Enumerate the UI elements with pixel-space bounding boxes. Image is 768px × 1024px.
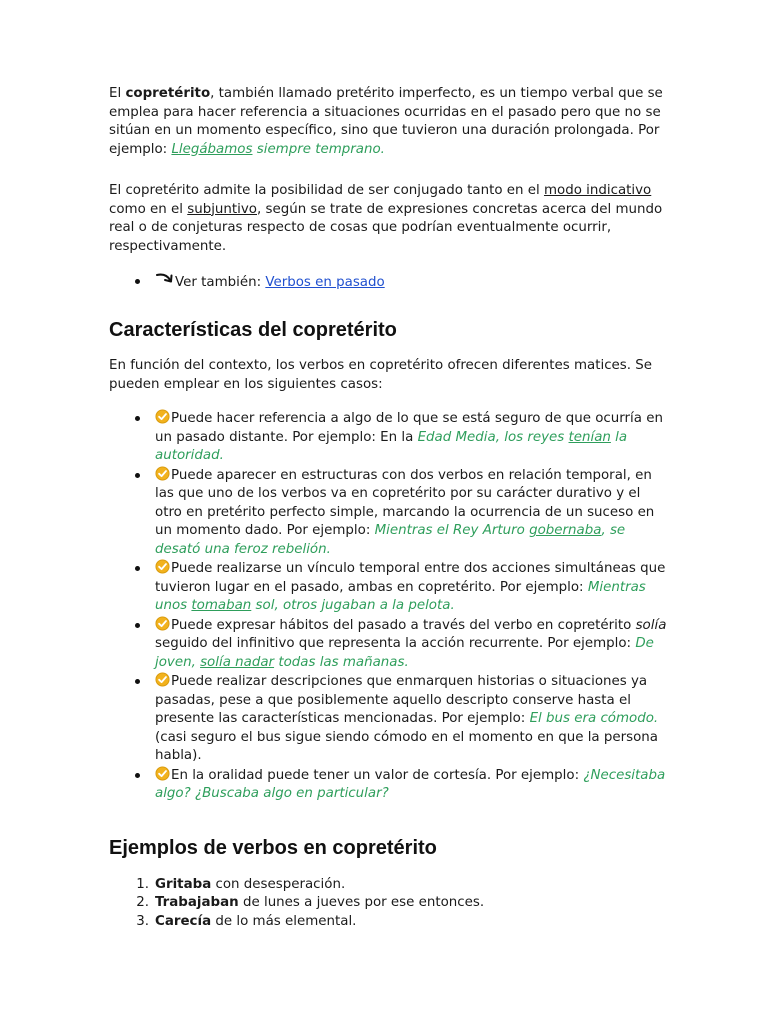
bullet-dot (135, 623, 140, 628)
list-item: Puede aparecer en estructuras con dos verbos en relación temporal, en las que uno de los verbos va en copretérito por su carácter durativo y el otro en pretérito perfecto simple, marcando la ocurrencia de un suceso en un momento dado. Por ejemplo: Mientras el Rey Arturo gobernaba, se desató una feroz rebelión. (109, 466, 669, 560)
bullet-dot (135, 566, 140, 571)
check-circle-icon (155, 766, 170, 781)
section-heading-ejemplos: Ejemplos de verbos en copretérito (109, 836, 437, 859)
list-item: 1. Gritaba con desesperación. (136, 876, 346, 892)
list-item: Puede hacer referencia a algo de lo que se está seguro de que ocurría en un pasado distante. Por ejemplo: En la Edad Media, los reyes tenían la autoridad. (109, 409, 669, 466)
link-modo-indicativo[interactable]: modo indicativo (543, 183, 652, 198)
example-word-link[interactable]: Llegábamos (171, 141, 253, 157)
bullet-dot (135, 773, 140, 778)
list-item: 2. Trabajaban de lunes a jueves por ese entonces. (136, 895, 485, 910)
check-circle-icon (155, 559, 170, 574)
section-heading-caracteristicas: Características del copretérito (109, 319, 397, 341)
list-item: Puede realizar descripciones que enmarquen historias o situaciones ya pasadas, pese a que posiblemente aquello descripto conserve hasta el presente las características mencionadas. Por ejemplo: El bus era cómodo. (casi seguro el bus sigue siendo cómodo en el momento en que la persona habla). (109, 672, 669, 766)
link-subjuntivo[interactable]: subjuntivo (187, 201, 257, 217)
check-circle-icon (155, 466, 170, 481)
bullet-dot (135, 473, 140, 478)
see-also-item: Ver también: Verbos en pasado (109, 272, 669, 293)
bullet-dot (135, 279, 140, 284)
check-circle-icon (155, 616, 170, 631)
article-body (109, 85, 669, 931)
intro-paragraph: El copretérito, también llamado pretérito imperfecto, es un tiempo verbal que se emplea para hacer referencia a situaciones ocurridas en el pasado pero que no se sitúan en un momento específico, sino que tuvieron una duración prolongada. Por ejemplo: Llegábamos siempre temprano. (109, 86, 663, 157)
curved-arrow-icon (155, 272, 175, 288)
mood-paragraph: El copretérito admite la posibilidad de ser conjugado tanto en el modo indicativo como en el subjuntivo, según se trate de expresiones concretas acerca del mundo real o de conjeturas respecto de cosas que podrían eventualmente ocurrir, respectivamente. (109, 183, 663, 254)
check-circle-icon (155, 409, 170, 424)
section-intro: En función del contexto, los verbos en copretérito ofrecen diferentes matices. Se pueden emplear en los siguientes casos: (109, 358, 653, 392)
bullet-dot (135, 416, 140, 421)
link-verbos-en-pasado[interactable]: Verbos en pasado (265, 275, 385, 290)
see-also-list (109, 272, 669, 298)
list-item: Puede realizarse un vínculo temporal entre dos acciones simultáneas que tuvieron lugar en el pasado, ambas en copretérito. Por ejemplo: Mientras unos tomaban sol, otros jugaban a la pelota. (109, 559, 669, 616)
term-copreterito: copretérito (125, 86, 211, 101)
list-item: En la oralidad puede tener un valor de cortesía. Por ejemplo: ¿Necesitaba algo? ¿Buscaba algo en particular? (109, 766, 669, 804)
check-circle-icon (155, 672, 170, 687)
list-item: 3. Carecía de lo más elemental. (136, 913, 357, 929)
bullet-dot (135, 679, 140, 684)
list-item: Puede expresar hábitos del pasado a través del verbo en copretérito solía seguido del infinitivo que representa la acción recurrente. Por ejemplo: De joven, solía nadar todas las mañanas. (109, 616, 669, 673)
usage-cases-list (109, 409, 669, 804)
verb-examples-list (109, 876, 669, 932)
